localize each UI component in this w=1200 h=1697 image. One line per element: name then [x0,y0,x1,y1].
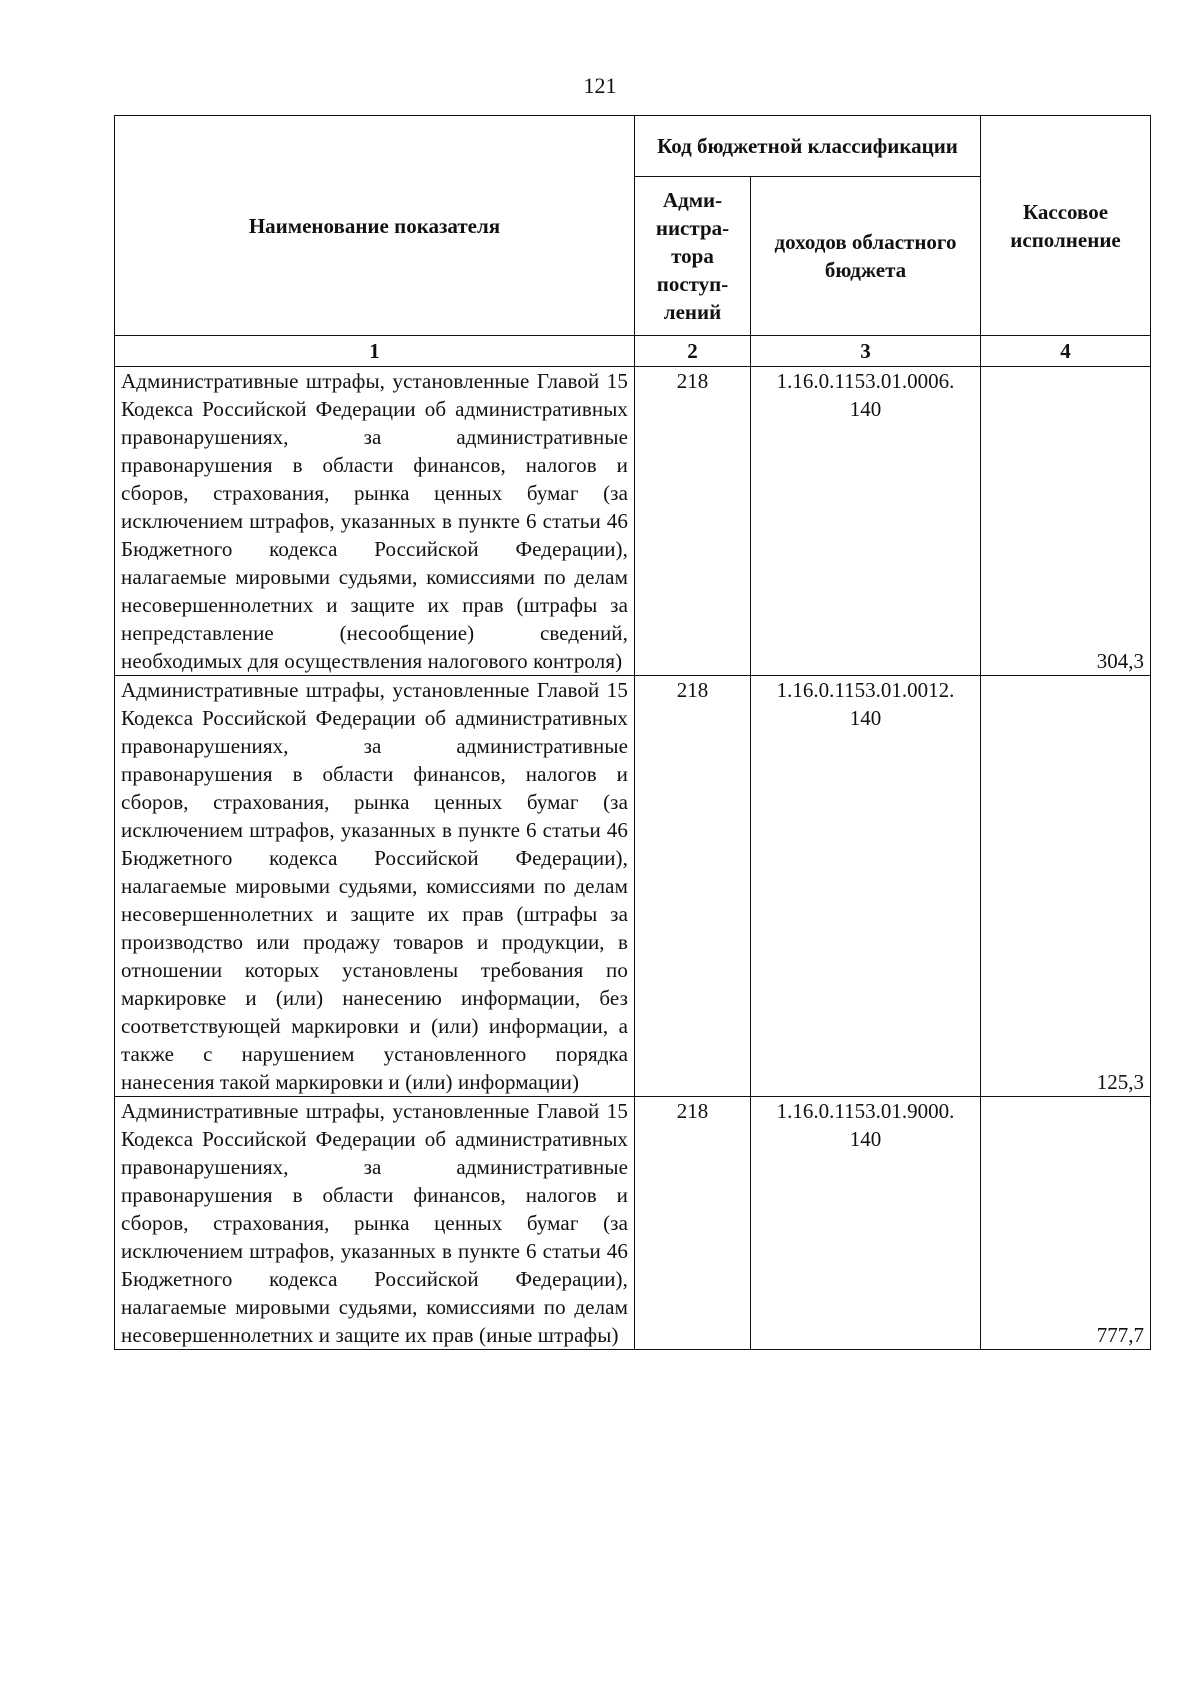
income-code-part-2: 140 [849,1127,882,1151]
row-admin-code: 218 [635,676,751,1097]
column-number-1: 1 [115,336,635,367]
income-code-part-2: 140 [849,397,882,421]
row-cash-amount: 304,3 [981,367,1151,676]
row-cash-amount: 125,3 [981,676,1151,1097]
column-number-3: 3 [751,336,981,367]
income-code-part-1: 1.16.0.1153.01.0012. [776,678,955,702]
budget-revenue-table [114,115,1151,1350]
income-code-part-1: 1.16.0.1153.01.9000. [776,1099,955,1123]
row-admin-code: 218 [635,1097,751,1350]
row-income-code [751,1097,981,1350]
row-admin-code: 218 [635,367,751,676]
column-number-4: 4 [981,336,1151,367]
table-row [115,367,1151,676]
row-name: Административные штрафы, установленные Главой 15 Кодекса Российской Федерации об административных правонарушениях, за административные правонарушения в области финансов, налогов и сборов, страхования, рынка ценных бумаг (за исключением штрафов, указанных в пункте 6 статьи 46 Бюджетного кодекса Российской Федерации), налагаемые мировыми судьями, комиссиями по делам несовершеннолетних и защите их прав (штрафы за непредставление (несообщение) сведений, необходимых для осуществления налогового контроля) [115,367,635,676]
row-name: Административные штрафы, установленные Главой 15 Кодекса Российской Федерации об административных правонарушениях, за административные правонарушения в области финансов, налогов и сборов, страхования, рынка ценных бумаг (за исключением штрафов, указанных в пункте 6 статьи 46 Бюджетного кодекса Российской Федерации), налагаемые мировыми судьями, комиссиями по делам несовершеннолетних и защите их прав (иные штрафы) [115,1097,635,1350]
column-number-2: 2 [635,336,751,367]
table-row [115,1097,1151,1350]
row-name: Административные штрафы, установленные Главой 15 Кодекса Российской Федерации об административных правонарушениях, за административные правонарушения в области финансов, налогов и сборов, страхования, рынка ценных бумаг (за исключением штрафов, указанных в пункте 6 статьи 46 Бюджетного кодекса Российской Федерации), налагаемые мировыми судьями, комиссиями по делам несовершеннолетних и защите их прав (штрафы за производство или продажу товаров и продукции, в отношении которых установлены требования по маркировке и (или) нанесению информации, без соответствующей маркировки и (или) информации, а также с нарушением установленного порядка нанесения такой маркировки и (или) информации) [115,676,635,1097]
income-code-part-1: 1.16.0.1153.01.0006. [776,369,955,393]
header-budget-code-group: Код бюджетной классификации [635,116,981,177]
row-income-code [751,676,981,1097]
header-cash-execution: Кассовое исполнение [981,116,1151,336]
income-code-part-2: 140 [849,706,882,730]
header-income-code: доходов областного бюджета [751,177,981,336]
row-income-code [751,367,981,676]
header-administrator: Адми-нистра-тора поступ-лений [635,177,751,336]
header-name: Наименование показателя [115,116,635,336]
table-row [115,676,1151,1097]
row-cash-amount: 777,7 [981,1097,1151,1350]
page-number: 121 [583,73,617,98]
